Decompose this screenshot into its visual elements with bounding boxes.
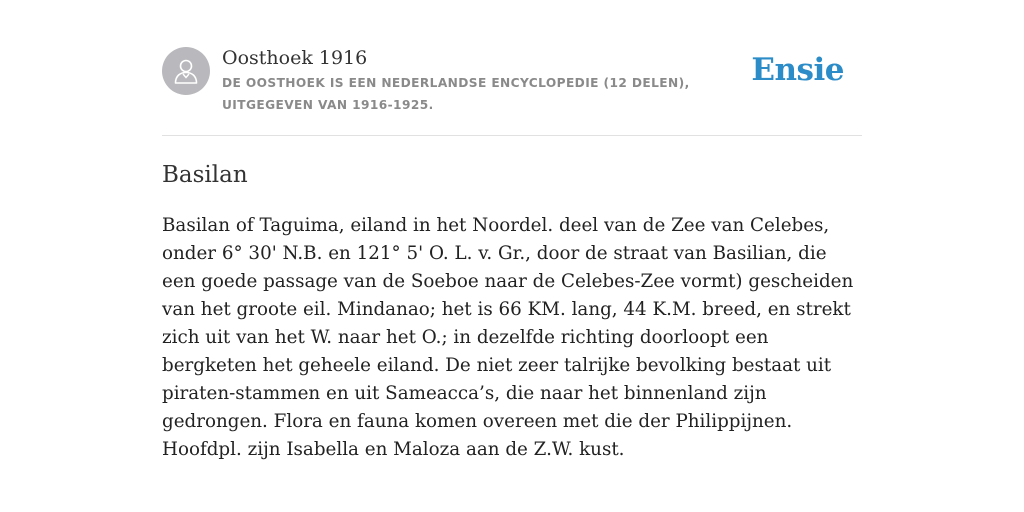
article-card xyxy=(162,0,862,460)
user-icon xyxy=(173,57,199,85)
source-name[interactable]: Oosthoek 1916 xyxy=(222,47,368,69)
source-description: DE OOSTHOEK IS EEN NEDERLANDSE ENCYCLOPEDIE (12 DELEN), UITGEGEVEN VAN 1916-1925. xyxy=(222,76,690,112)
source-header xyxy=(162,0,862,136)
article-body: Basilan of Taguima, eiland in het Noordel. deel van de Zee van Celebes, onder 6° 30' N.B. en 121° 5' O. L. v. Gr., door de straat van Basilian, die een goede passage van de Soeboe naar de Celebes-Zee vormt) gescheiden van het groote eil. Mindanao; het is 66 KM. lang, 44 K.M. breed, en strekt zich uit van het W. naar het O.; in dezelfde richting doorloopt een bergketen het geheele eiland. De niet zeer talrijke bevolking bestaat uit piraten-stammen en uit Sameacca’s, die naar het binnenland zijn gedrongen. Flora en fauna komen overeen met die der Philippijnen. Hoofdpl. zijn Isabella en Maloza aan de Z.W. kust. xyxy=(162,215,854,460)
source-avatar[interactable] xyxy=(162,47,210,95)
article-title: Basilan xyxy=(162,162,248,188)
brand-logo[interactable]: Ensie xyxy=(751,52,844,88)
